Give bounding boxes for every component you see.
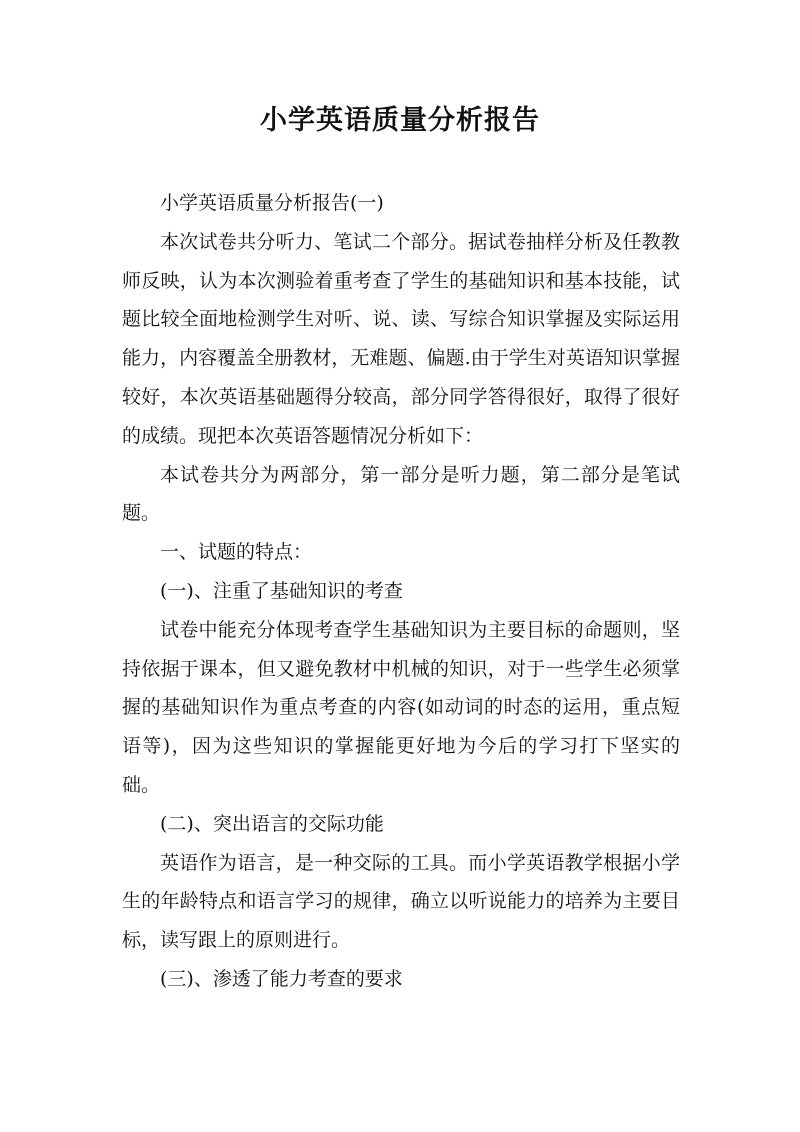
paragraph: 试卷中能充分体现考查学生基础知识为主要目标的命题则，坚持依据于课本，但又避免教材中机械的知识，对于一些学生必须掌握的基础知识作为重点考查的内容(如动词的时态的运用，重点短语等)，因为这些知识的掌握能更好地为今后的学习打下坚实的础。 bbox=[122, 618, 680, 796]
paragraph-subtitle: 小学英语质量分析报告(一) bbox=[160, 192, 384, 214]
paragraph: 英语作为语言，是一种交际的工具。而小学英语教学根据小学生的年龄特点和语言学习的规律，确立以听说能力的培养为主要目标，读写跟上的原则进行。 bbox=[122, 851, 680, 952]
paragraph: 本试卷共分为两部分，第一部分是听力题，第二部分是笔试题。 bbox=[122, 463, 680, 525]
document-title: 小学英语质量分析报告 bbox=[260, 105, 540, 136]
subsection-heading: (三)、渗透了能力考查的要求 bbox=[160, 967, 403, 990]
subsection-heading: (一)、注重了基础知识的考查 bbox=[160, 579, 403, 602]
paragraph: 本次试卷共分听力、笔试二个部分。据试卷抽样分析及任教教师反映，认为本次测验着重考查了学生的基础知识和基本技能，试题比较全面地检测学生对听、说、读、写综合知识掌握及实际运用能力，内容覆盖全册教材，无难题、偏题.由于学生对英语知识掌握较好，本次英语基础题得分较高，部分同学答得很好，取得了很好的成绩。现把本次英语答题情况分析如下： bbox=[122, 230, 680, 447]
document-body bbox=[122, 184, 680, 999]
section-heading: 一、试题的特点： bbox=[160, 541, 313, 564]
subsection-heading: (二)、突出语言的交际功能 bbox=[160, 812, 384, 835]
